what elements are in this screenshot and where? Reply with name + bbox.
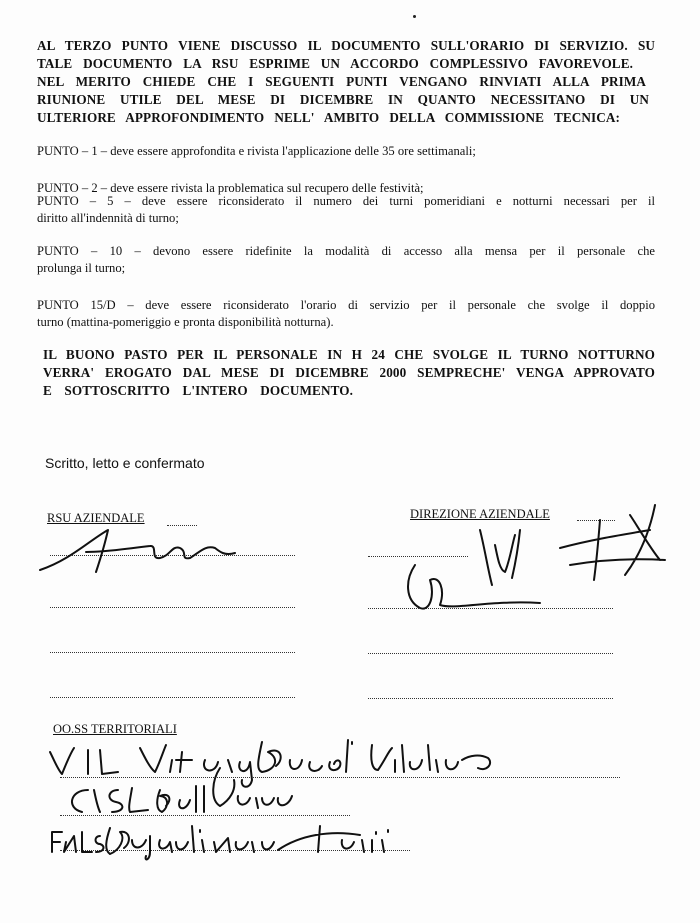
direzione-signature-2 <box>560 505 665 580</box>
signature-line <box>368 653 613 654</box>
point-line: turno (mattina-pomeriggio e pronta disponibilità notturna). <box>37 315 334 329</box>
scan-speck <box>413 15 416 18</box>
signature-line <box>50 652 295 653</box>
signature-line <box>50 555 295 556</box>
intro-line: NEL MERITO CHIEDE CHE I SEGUENTI PUNTI VENGANO RINVIATI ALLA PRIMA <box>37 74 646 89</box>
signature-line <box>60 815 350 816</box>
closing-paragraph <box>43 346 655 400</box>
closing-line: VERRA' EROGATO DAL MESE DI DICEMBRE 2000 SEMPRECHE' VENGA APPROVATO <box>43 365 655 380</box>
point-15d <box>37 297 655 331</box>
direzione-heading: DIREZIONE AZIENDALE <box>410 507 550 521</box>
point-line: diritto all'indennità di turno; <box>37 211 179 225</box>
direzione-signature-3 <box>408 565 540 609</box>
point-line: PUNTO 15/D – deve essere riconsiderato l'orario di servizio per il personale che svolge il doppio <box>37 298 655 312</box>
signature-line <box>577 520 615 521</box>
fials-signature <box>52 832 103 852</box>
point-line: PUNTO – 2 – deve essere rivista la problematica sul recupero delle festività; <box>37 181 424 195</box>
signature-line <box>60 777 620 778</box>
closing-line: E SOTTOSCRITTO L'INTERO DOCUMENTO. <box>43 383 353 398</box>
territoriali-heading: OO.SS TERRITORIALI <box>53 722 177 736</box>
direzione-signature-1 <box>480 530 520 585</box>
closing-line: IL BUONO PASTO PER IL PERSONALE IN H 24 CHE SVOLGE IL TURNO NOTTURNO <box>43 347 655 362</box>
point-1 <box>37 143 655 160</box>
signature-line <box>368 608 613 609</box>
signature-line <box>60 850 410 851</box>
signature-line <box>368 698 613 699</box>
point-5 <box>37 193 655 227</box>
point-line: PUNTO – 5 – deve essere riconsiderato il numero dei turni pomeridiani e notturni necessari per il <box>37 194 655 208</box>
uil-signature <box>50 740 352 787</box>
intro-line: AL TERZO PUNTO VIENE DISCUSSO IL DOCUMENTO SULL'ORARIO DI SERVIZIO. SU <box>37 38 655 53</box>
signature-line <box>167 525 197 526</box>
signature-line <box>368 556 468 557</box>
uil-signature-2 <box>371 745 490 772</box>
cisl-signature <box>72 768 292 812</box>
intro-paragraph <box>37 37 655 127</box>
fials-signature-2 <box>106 826 388 859</box>
point-line: PUNTO – 10 – devono essere ridefinite la modalità di accesso alla mensa per il personale che <box>37 244 655 258</box>
confirmation-text: Scritto, letto e confermato <box>45 455 205 471</box>
signature-line <box>50 697 295 698</box>
signature-line <box>50 607 295 608</box>
intro-line: ULTERIORE APPROFONDIMENTO NELL' AMBITO DELLA COMMISSIONE TECNICA: <box>37 110 620 125</box>
point-line: PUNTO – 1 – deve essere approfondita e rivista l'applicazione delle 35 ore settimanali; <box>37 144 476 158</box>
point-10 <box>37 243 655 277</box>
rsu-heading: RSU AZIENDALE <box>47 511 145 525</box>
point-line: prolunga il turno; <box>37 261 126 275</box>
rsu-signature <box>40 530 235 572</box>
intro-line: RIUNIONE UTILE DEL MESE DI DICEMBRE IN QUANTO NECESSITANO DI UN <box>37 92 649 107</box>
intro-line: TALE DOCUMENTO LA RSU ESPRIME UN ACCORDO COMPLESSIVO FAVOREVOLE. <box>37 56 633 71</box>
